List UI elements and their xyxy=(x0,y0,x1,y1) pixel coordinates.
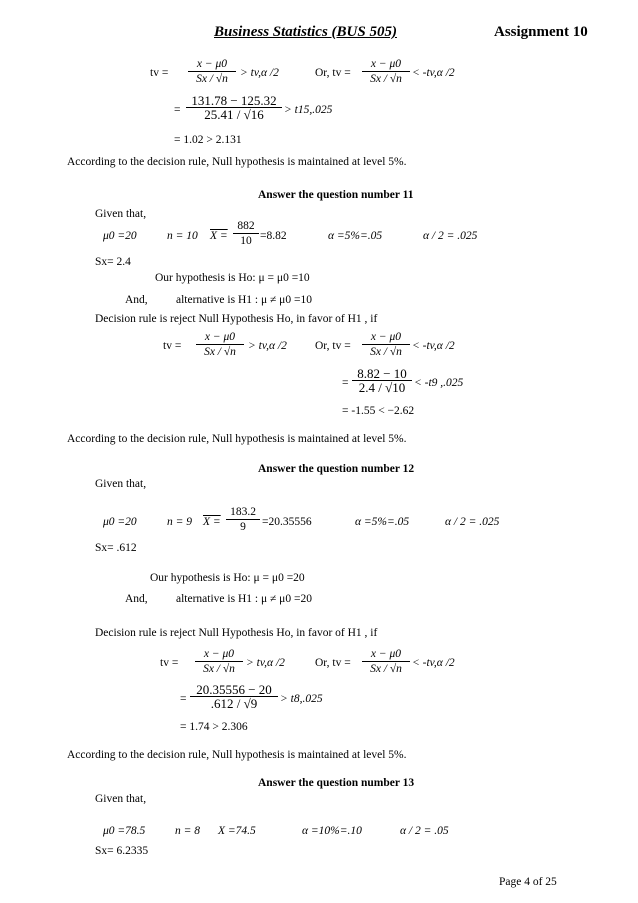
q10-tv-label: tv = xyxy=(150,67,169,79)
q11-xbar-value: =8.82 xyxy=(260,230,287,242)
q13-n: n = 8 xyxy=(175,825,201,837)
q12-tv-label: tv = xyxy=(160,657,179,669)
q12-decision-rule: Decision rule is reject Null Hypothesis Ho, in favor of H1 , if xyxy=(95,627,378,639)
q11-result: = -1.55 < −2.62 xyxy=(342,405,415,417)
q11-calc-cond: < -t9 ,.025 xyxy=(414,377,464,389)
page-number: Page 4 of 25 xyxy=(499,876,557,888)
q12-frac-numerator: x − μ0 xyxy=(195,648,243,662)
q11-test-stat-fraction-2 xyxy=(362,331,410,359)
q11-frac-numerator: x − μ0 xyxy=(196,331,244,345)
q10-result: = 1.02 > 2.131 xyxy=(174,134,242,146)
q11-frac-denominator: Sx / √n xyxy=(204,346,236,358)
q10-test-stat-fraction-2 xyxy=(362,58,410,86)
q10-or-label: Or, tv = xyxy=(315,67,351,79)
q12-and: And, xyxy=(125,593,148,605)
q11-or-label: Or, tv = xyxy=(315,340,351,352)
q11-given: Given that, xyxy=(95,208,147,220)
q11-xbar-label: X = xyxy=(210,230,228,242)
q11-conclusion: According to the decision rule, Null hypothesis is maintained at level 5%. xyxy=(67,433,407,445)
q10-calc-fraction xyxy=(186,94,282,122)
q11-heading: Answer the question number 11 xyxy=(258,189,414,201)
q12-test-stat-fraction xyxy=(195,648,243,676)
q12-given: Given that, xyxy=(95,478,147,490)
q10-frac2-denominator: Sx / √n xyxy=(370,73,402,85)
q13-mu0: μ0 =78.5 xyxy=(103,825,146,837)
q12-frac-denominator: Sx / √n xyxy=(203,663,235,675)
q11-equals: = xyxy=(342,377,349,389)
q10-test-stat-fraction xyxy=(188,58,236,86)
q10-frac-denominator: Sx / √n xyxy=(196,73,228,85)
q13-sx: Sx= 6.2335 xyxy=(95,845,149,857)
q10-frac2-numerator: x − μ0 xyxy=(362,58,410,72)
q11-calc-numerator: 8.82 − 10 xyxy=(352,367,412,381)
q10-cond-gt: > tv,α /2 xyxy=(240,67,279,79)
q11-alternative: alternative is H1 : μ ≠ μ0 =10 xyxy=(176,294,312,306)
q12-xbar-label: X = xyxy=(203,516,221,528)
q11-test-stat-fraction xyxy=(196,331,244,359)
q12-xbar-numerator: 183.2 xyxy=(226,506,260,520)
q12-or-label: Or, tv = xyxy=(315,657,351,669)
q12-result: = 1.74 > 2.306 xyxy=(180,721,248,733)
q11-decision-rule: Decision rule is reject Null Hypothesis Ho, in favor of H1 , if xyxy=(95,313,378,325)
q13-alpha: α =10%=.10 xyxy=(302,825,362,837)
q12-conclusion: According to the decision rule, Null hypothesis is maintained at level 5%. xyxy=(67,749,407,761)
q12-cond-gt: > tv,α /2 xyxy=(246,657,285,669)
q11-sx: Sx= 2.4 xyxy=(95,256,131,268)
q12-cond-lt: < -tv,α /2 xyxy=(412,657,455,669)
q12-xbar-value: =20.35556 xyxy=(262,516,312,528)
q11-frac2-numerator: x − μ0 xyxy=(362,331,410,345)
q10-calc-cond: > t15,.025 xyxy=(284,104,333,116)
q10-calc-numerator: 131.78 − 125.32 xyxy=(186,94,282,108)
q11-cond-gt: > tv,α /2 xyxy=(248,340,287,352)
q11-xbar-fraction xyxy=(233,220,259,248)
q11-and: And, xyxy=(125,294,148,306)
q13-xbar: X =74.5 xyxy=(218,825,256,837)
q12-sx: Sx= .612 xyxy=(95,542,137,554)
q11-hypothesis: Our hypothesis is Ho: μ = μ0 =10 xyxy=(155,272,310,284)
q12-heading: Answer the question number 12 xyxy=(258,463,415,475)
q10-conclusion: According to the decision rule, Null hypothesis is maintained at level 5%. xyxy=(67,156,407,168)
q11-cond-lt: < -tv,α /2 xyxy=(412,340,455,352)
q12-calc-numerator: 20.35556 − 20 xyxy=(190,683,278,697)
q13-heading: Answer the question number 13 xyxy=(258,777,415,789)
q12-frac2-numerator: x − μ0 xyxy=(362,648,410,662)
q12-test-stat-fraction-2 xyxy=(362,648,410,676)
q12-frac2-denominator: Sx / √n xyxy=(370,663,402,675)
q12-hypothesis: Our hypothesis is Ho: μ = μ0 =20 xyxy=(150,572,305,584)
q12-alternative: alternative is H1 : μ ≠ μ0 =20 xyxy=(176,593,312,605)
q12-alpha-half: α / 2 = .025 xyxy=(445,516,500,528)
q11-tv-label: tv = xyxy=(163,340,182,352)
q12-xbar-denominator: 9 xyxy=(240,521,246,533)
q12-alpha: α =5%=.05 xyxy=(355,516,410,528)
q10-frac-numerator: x − μ0 xyxy=(188,58,236,72)
q10-equals: = xyxy=(174,104,181,116)
q12-calc-fraction xyxy=(190,683,278,711)
q11-calc-fraction xyxy=(352,367,412,395)
q11-mu0: μ0 =20 xyxy=(103,230,137,242)
q10-calc-denominator: 25.41 / √16 xyxy=(204,107,264,122)
q11-alpha: α =5%=.05 xyxy=(328,230,383,242)
q12-mu0: μ0 =20 xyxy=(103,516,137,528)
q10-cond-lt: < -tv,α /2 xyxy=(412,67,455,79)
q13-alpha-half: α / 2 = .05 xyxy=(400,825,449,837)
q13-given: Given that, xyxy=(95,793,147,805)
q12-equals: = xyxy=(180,693,187,705)
q12-xbar-fraction xyxy=(226,506,260,534)
assignment-label: Assignment 10 xyxy=(494,24,588,40)
q11-frac2-denominator: Sx / √n xyxy=(370,346,402,358)
q11-calc-denominator: 2.4 / √10 xyxy=(358,380,406,395)
document-title: Business Statistics (BUS 505) xyxy=(214,24,397,40)
q11-xbar-denominator: 10 xyxy=(240,235,252,247)
q12-calc-cond: > t8,.025 xyxy=(280,693,323,705)
q12-calc-denominator: .612 / √9 xyxy=(210,696,258,711)
q11-xbar-numerator: 882 xyxy=(233,220,259,234)
q11-n: n = 10 xyxy=(167,230,198,242)
q11-alpha-half: α / 2 = .025 xyxy=(423,230,478,242)
q12-n: n = 9 xyxy=(167,516,193,528)
